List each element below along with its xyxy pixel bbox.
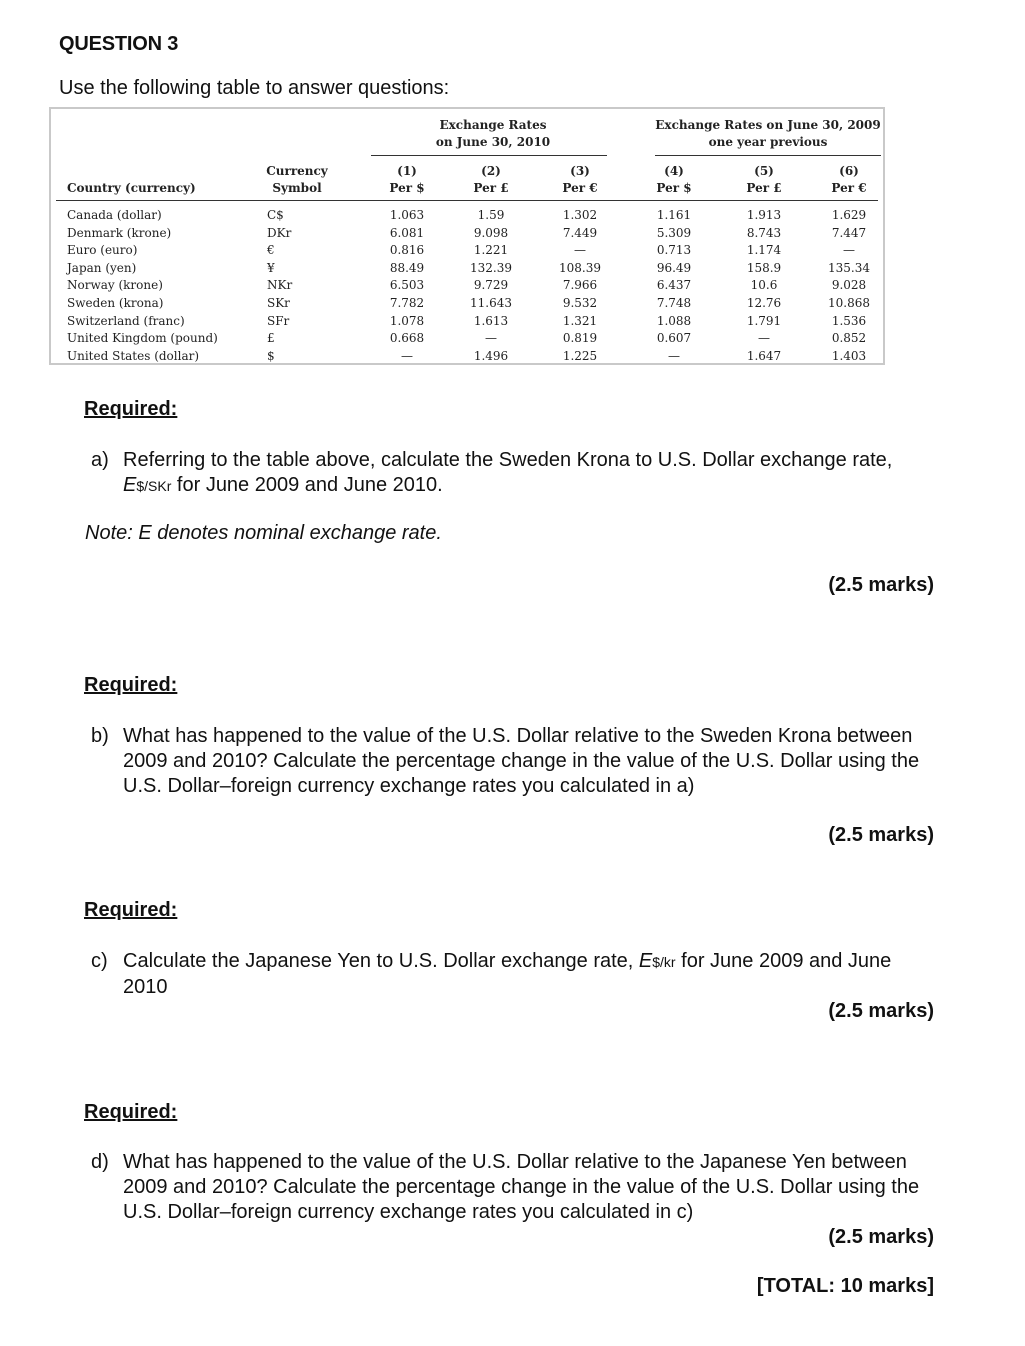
table-row	[51, 277, 883, 294]
col-number: (6)	[839, 164, 859, 178]
item-d	[91, 1150, 951, 1228]
cell-value: —	[485, 331, 497, 346]
cell-value: 158.9	[746, 260, 782, 275]
table-row	[51, 330, 883, 347]
item-c-label: c)	[91, 950, 108, 972]
required-heading-d: Required:	[84, 1101, 178, 1123]
group-2009-line1: Exchange Rates on June 30, 2009	[655, 118, 881, 132]
cell-value: 0.668	[389, 331, 425, 346]
cell-value: 1.063	[389, 208, 425, 222]
required-heading-a: Required:	[84, 398, 178, 420]
cell-value: 1.078	[389, 313, 425, 328]
item-c-text-1: Calculate the Japanese Yen to U.S. Dollar exchange rate,	[123, 950, 639, 972]
col-unit: Per $	[389, 181, 425, 195]
cell-country: Denmark (krone)	[67, 225, 172, 240]
cell-value: 12.76	[746, 296, 782, 310]
item-b-text: What has happened to the value of the U.S. Dollar relative to the Sweden Krona between 2009 and 2010? Calculate the percentage change in the value of the U.S. Dollar using the U.S. Dollar–foreign currency exchange rates you calculated in a)	[123, 725, 920, 797]
cell-symbol: ¥	[267, 260, 275, 275]
cell-symbol: €	[267, 243, 275, 258]
cell-value: 1.088	[656, 313, 692, 328]
cell-value: 135.34	[828, 260, 870, 275]
item-b-label: b)	[91, 725, 109, 747]
group-header-2009	[651, 117, 885, 151]
col-unit: Per €	[562, 181, 598, 195]
col-header-6	[819, 163, 879, 197]
cell-value: 7.447	[831, 225, 867, 240]
cell-value: 9.028	[831, 278, 867, 293]
item-c-text	[123, 949, 935, 1000]
item-a-label: a)	[91, 449, 109, 471]
item-a	[91, 448, 951, 500]
cell-value: 6.081	[389, 225, 425, 240]
col-number: (2)	[481, 164, 501, 178]
cell-value: 1.791	[746, 313, 782, 328]
marks-c: (2.5 marks)	[828, 1000, 934, 1022]
cell-value: 7.782	[389, 296, 425, 310]
table-row	[51, 348, 883, 365]
cell-country: United Kingdom (pound)	[67, 331, 218, 346]
table-row	[51, 225, 883, 242]
cell-value: 1.647	[746, 348, 782, 363]
marks-d: (2.5 marks)	[828, 1226, 934, 1248]
marks-a: (2.5 marks)	[828, 574, 934, 596]
cell-value: 9.532	[562, 296, 598, 310]
cell-value: 9.729	[473, 278, 509, 293]
table-row	[51, 295, 883, 312]
header-rule	[56, 200, 878, 201]
group-2009-line2: one year previous	[708, 135, 828, 149]
cell-value: 11.643	[470, 296, 512, 310]
cell-value: 0.816	[389, 243, 425, 258]
cell-value: 9.098	[473, 225, 509, 240]
cell-value: —	[668, 348, 680, 363]
cell-symbol: NKr	[267, 278, 293, 293]
cell-value: 0.607	[656, 331, 692, 346]
required-heading-c: Required:	[84, 899, 178, 921]
item-c-subscript: $/kr	[652, 954, 676, 970]
required-heading-b: Required:	[84, 674, 178, 696]
cell-value: 8.743	[746, 225, 782, 240]
cell-value: 1.302	[562, 208, 598, 222]
group-2010-line2: on June 30, 2010	[435, 135, 551, 149]
col-unit: Per £	[473, 181, 509, 195]
exchange-rate-table	[49, 107, 885, 365]
item-a-text-2: for June 2009 and June 2010.	[171, 474, 443, 496]
cell-value: —	[401, 348, 413, 363]
cell-value: 6.437	[656, 278, 692, 293]
cell-country: Canada (dollar)	[67, 208, 162, 222]
item-a-text	[123, 448, 935, 499]
col-header-country: Country (currency)	[67, 181, 196, 195]
cell-value: 0.713	[656, 243, 692, 258]
cell-value: 1.613	[473, 313, 509, 328]
cell-country: United States (dollar)	[67, 348, 200, 363]
item-c-text-2: for June 2009 and June 2010	[123, 950, 892, 998]
cell-value: 1.913	[746, 208, 782, 222]
cell-value: —	[843, 243, 855, 258]
col-header-1	[377, 163, 437, 197]
cell-value: 5.309	[656, 225, 692, 240]
col-header-3	[550, 163, 610, 197]
cell-symbol: SFr	[267, 313, 290, 328]
cell-country: Euro (euro)	[67, 243, 138, 258]
item-c-symbol-e: E	[638, 950, 653, 972]
cell-value: —	[574, 243, 586, 258]
cell-value: 1.321	[562, 313, 598, 328]
table-row	[51, 260, 883, 277]
col-header-symbol-line1: Currency	[266, 164, 328, 178]
item-a-subscript: $/SKr	[136, 478, 172, 494]
cell-value: 1.496	[473, 348, 509, 363]
item-a-text-1: Referring to the table above, calculate the Sweden Krona to U.S. Dollar exchange rate,	[123, 449, 893, 471]
question-title: QUESTION 3	[59, 33, 179, 55]
group-2009-rule	[655, 155, 881, 156]
total-marks: [TOTAL: 10 marks]	[756, 1275, 934, 1297]
cell-symbol: SKr	[267, 296, 290, 310]
cell-value: 108.39	[559, 260, 601, 275]
item-d-label: d)	[91, 1151, 109, 1173]
cell-country: Switzerland (franc)	[67, 313, 185, 328]
group-header-2010	[383, 117, 603, 151]
col-number: (4)	[664, 164, 684, 178]
cell-value: 1.174	[746, 243, 782, 258]
cell-value: 1.221	[473, 243, 509, 258]
cell-value: 88.49	[389, 260, 425, 275]
intro-text: Use the following table to answer questions:	[59, 77, 450, 99]
cell-value: 1.629	[831, 208, 867, 222]
cell-value: 7.748	[656, 296, 692, 310]
col-unit: Per £	[746, 181, 782, 195]
table-row	[51, 242, 883, 259]
item-d-text: What has happened to the value of the U.S. Dollar relative to the Japanese Yen between 2009 and 2010? Calculate the percentage change in the value of the U.S. Dollar using the U.S. Dollar–foreign currency exchange rates you calculated in c)	[123, 1151, 920, 1223]
item-b	[91, 724, 951, 802]
cell-value: 1.403	[831, 348, 867, 363]
cell-country: Japan (yen)	[67, 260, 137, 275]
cell-country: Norway (krone)	[67, 278, 163, 293]
cell-value: 7.449	[562, 225, 598, 240]
table-row	[51, 313, 883, 330]
cell-value: 1.59	[477, 208, 505, 222]
cell-value: 0.819	[562, 331, 598, 346]
group-2010-line1: Exchange Rates	[439, 118, 547, 132]
col-unit: Per €	[831, 181, 867, 195]
col-number: (5)	[754, 164, 774, 178]
cell-value: 10.868	[828, 296, 870, 310]
cell-value: 132.39	[470, 260, 512, 275]
col-unit: Per $	[656, 181, 692, 195]
col-header-5	[734, 163, 794, 197]
note-text: Note: E denotes nominal exchange rate.	[85, 522, 442, 544]
cell-value: 1.161	[656, 208, 692, 222]
cell-symbol: C$	[267, 208, 284, 222]
item-a-symbol-e: E	[123, 474, 137, 496]
col-header-2	[461, 163, 521, 197]
cell-value: 1.225	[562, 348, 598, 363]
table-row	[51, 207, 883, 224]
marks-b: (2.5 marks)	[828, 824, 934, 846]
cell-value: 96.49	[656, 260, 692, 275]
col-number: (1)	[397, 164, 417, 178]
cell-country: Sweden (krona)	[67, 296, 164, 310]
col-header-4	[644, 163, 704, 197]
cell-symbol: DKr	[267, 225, 292, 240]
group-2010-rule	[371, 155, 607, 156]
cell-value: 10.6	[750, 278, 778, 293]
cell-value: —	[758, 331, 770, 346]
col-number: (3)	[570, 164, 590, 178]
col-header-symbol	[261, 163, 333, 197]
cell-value: 7.966	[562, 278, 598, 293]
cell-value: 1.536	[831, 313, 867, 328]
cell-symbol: $	[267, 348, 275, 363]
item-c	[91, 949, 951, 1001]
col-header-symbol-line2: Symbol	[272, 181, 322, 195]
cell-value: 0.852	[831, 331, 867, 346]
cell-value: 6.503	[389, 278, 425, 293]
cell-symbol: £	[267, 331, 275, 346]
